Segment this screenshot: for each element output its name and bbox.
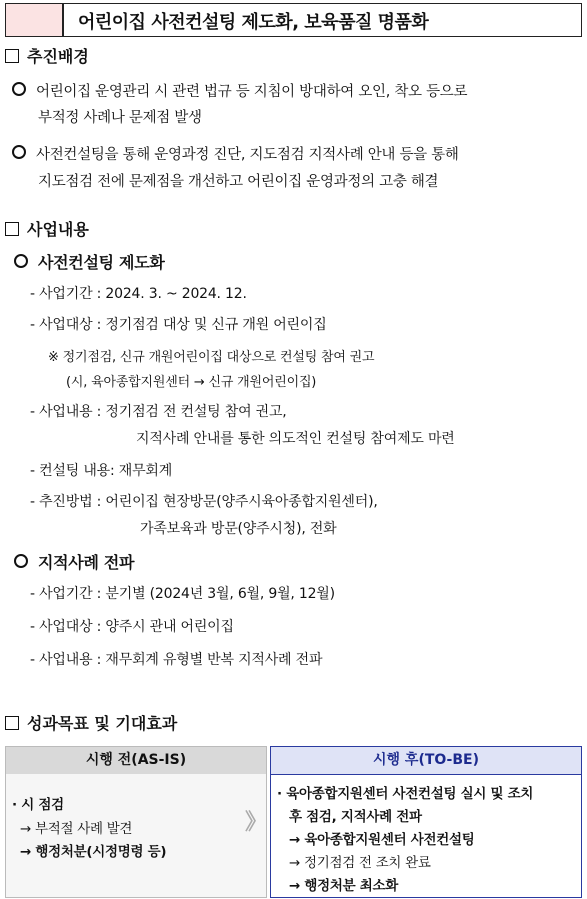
checkbox-square-icon bbox=[5, 716, 19, 730]
sub1-detail-2: 지적사례 안내를 통한 의도적인 컨설팅 참여제도 마련 bbox=[136, 431, 455, 447]
sub1-note-2: (시, 육아종합지원센터 → 신규 개원어린이집) bbox=[66, 375, 317, 390]
tobe-line-4: → 정기점검 전 조치 완료 bbox=[289, 855, 431, 871]
background-item-2-cont: 지도점검 전에 문제점을 개선하고 어린이집 운영과정의 고충 해결 bbox=[38, 174, 439, 190]
sub1-method-2: 가족보육과 방문(양주시청), 전화 bbox=[140, 521, 337, 537]
sub2-target: - 사업대상 : 양주시 관내 어린이집 bbox=[30, 619, 234, 635]
sub2-title: 지적사례 전파 bbox=[14, 550, 134, 573]
circle-bullet-icon bbox=[14, 554, 28, 568]
sub2-detail: - 사업내용 : 재무회계 유형별 반복 지적사례 전파 bbox=[30, 652, 323, 668]
sub1-detail-1: - 사업내용 : 정기점검 전 컨설팅 참여 권고, bbox=[30, 404, 287, 420]
circle-bullet-icon bbox=[12, 145, 26, 159]
sub1-consult: - 컨설팅 내용: 재무회계 bbox=[30, 463, 173, 479]
title-accent bbox=[6, 4, 64, 36]
asis-box bbox=[5, 746, 267, 898]
section-background-heading: 추진배경 bbox=[5, 44, 89, 67]
section-goals-heading: 성과목표 및 기대효과 bbox=[5, 711, 177, 734]
sub1-period: - 사업기간 : 2024. 3. ~ 2024. 12. bbox=[30, 286, 247, 302]
background-item-1: 어린이집 운영관리 시 관련 법규 등 지침이 방대하여 오인, 착오 등으로 bbox=[12, 80, 467, 101]
sub1-note-1: ※ 정기점검, 신규 개원어린이집 대상으로 컨설팅 참여 권고 bbox=[48, 350, 375, 365]
tobe-box bbox=[270, 746, 582, 898]
tobe-line-5: → 행정처분 최소화 bbox=[289, 878, 398, 894]
sub1-target: - 사업대상 : 정기점검 대상 및 신규 개원 어린이집 bbox=[30, 317, 327, 333]
checkbox-square-icon bbox=[5, 222, 19, 236]
checkbox-square-icon bbox=[5, 49, 19, 63]
tobe-line-1: · 육아종합지원센터 사전컨설팅 실시 및 조치 bbox=[277, 786, 534, 802]
background-item-2: 사전컨설팅을 통해 운영과정 진단, 지도점검 지적사례 안내 등을 통해 bbox=[12, 143, 459, 164]
chevron-right-icon: 》 bbox=[245, 810, 268, 835]
sub1-method-1: - 추진방법 : 어린이집 현장방문(양주시육아종합지원센터), bbox=[30, 494, 378, 510]
asis-line-3: → 행정처분(시정명령 등) bbox=[20, 844, 167, 860]
sub1-title: 사전컨설팅 제도화 bbox=[14, 250, 165, 273]
circle-bullet-icon bbox=[14, 254, 28, 268]
tobe-line-3: → 육아종합지원센터 사전컨설팅 bbox=[289, 832, 475, 848]
asis-line-2: → 부적절 사례 발견 bbox=[20, 821, 133, 837]
page-title: 어린이집 사전컨설팅 제도화, 보육품질 명품화 bbox=[78, 12, 429, 33]
title-box bbox=[5, 3, 582, 37]
sub2-period: - 사업기간 : 분기별 (2024년 3월, 6월, 9월, 12월) bbox=[30, 586, 335, 602]
circle-bullet-icon bbox=[12, 82, 26, 96]
section-content-heading: 사업내용 bbox=[5, 217, 89, 240]
asis-header: 시행 전(AS-IS) bbox=[6, 747, 266, 774]
asis-line-1: · 시 점검 bbox=[12, 797, 64, 813]
background-item-1-cont: 부적정 사례나 문제점 발생 bbox=[38, 110, 202, 126]
tobe-header: 시행 후(TO-BE) bbox=[271, 747, 581, 775]
tobe-line-2: 후 점검, 지적사례 전파 bbox=[289, 809, 422, 825]
